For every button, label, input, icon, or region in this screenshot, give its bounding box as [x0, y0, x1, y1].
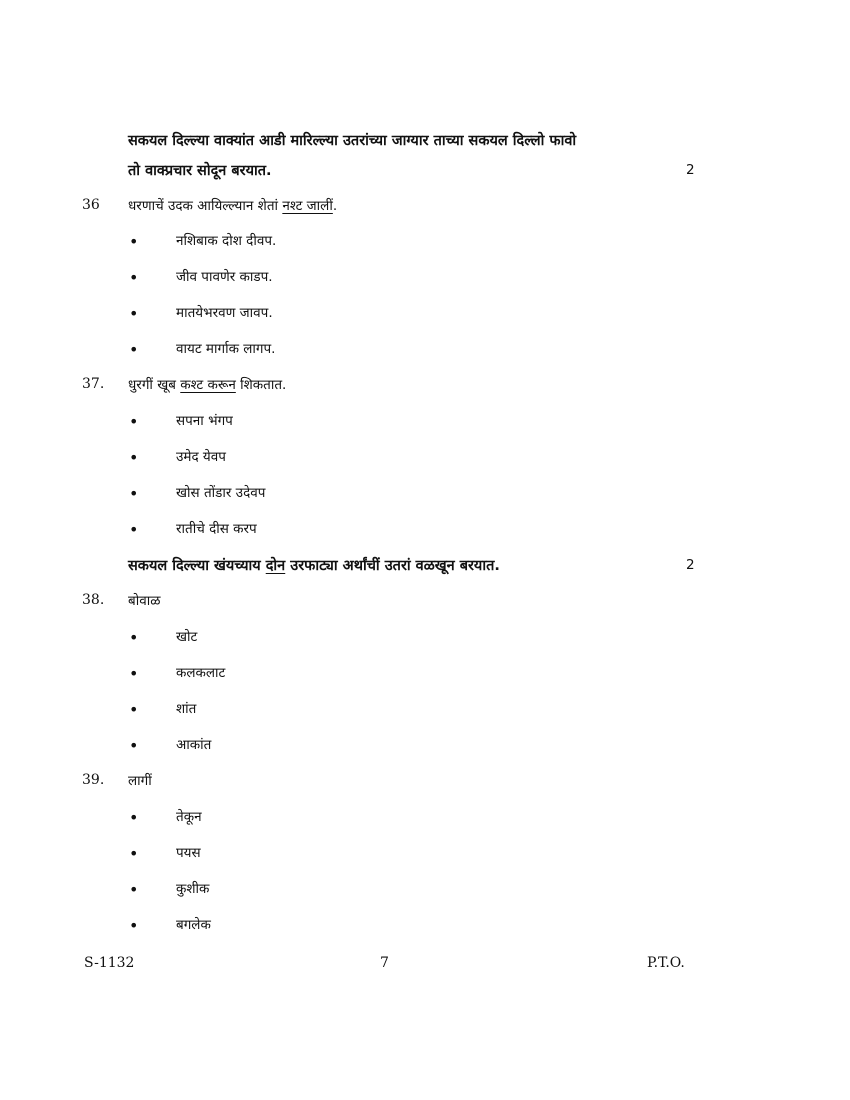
bullet-icon: • [129, 268, 139, 287]
bullet-icon: • [129, 664, 139, 683]
q36-option-4: वायट मार्गाक लागप. [176, 341, 276, 357]
bullet-icon: • [129, 808, 139, 827]
q38-number: 38. [82, 592, 105, 608]
section2-marks: 2 [686, 557, 695, 573]
q37-number: 37. [82, 376, 105, 392]
q36-question-pre: धरणाचें उदक आयिल्ल्यान शेतां [128, 198, 279, 214]
bullet-icon: • [129, 916, 139, 935]
q37-option-3: खोस तोंडार उदेवप [176, 485, 266, 501]
section1-instruction-line1: सकयल दिल्ल्या वाक्यांत आडी मारिल्ल्या उतरांच्या जाग्यार ताच्या सकयल दिल्लो फावो [128, 133, 577, 149]
q36-question-post: . [332, 198, 338, 214]
section2-instruction-post: उरफाट्या अर्थांचीं उतरां वळखून बरयात. [290, 558, 500, 574]
q36-question [128, 196, 337, 214]
q37-option-1: सपना भंगप [176, 413, 233, 429]
section2-instruction-pre: सकयल दिल्ल्या खंयच्याय [128, 558, 261, 574]
q36-option-2: जीव पावणेर काडप. [176, 269, 273, 285]
bullet-icon: • [129, 340, 139, 359]
bullet-icon: • [129, 448, 139, 467]
bullet-icon: • [129, 304, 139, 323]
pto-label: P.T.O. [647, 955, 685, 971]
q36-underlined-phrase: नश्ट जालीं [282, 198, 333, 214]
q39-option-1: तेकून [176, 809, 202, 825]
q36-option-3: मातयेभरवण जावप. [176, 305, 273, 321]
q38-option-1: खोट [176, 629, 198, 645]
q37-underlined-phrase: कश्ट करून [180, 377, 236, 393]
bullet-icon: • [129, 700, 139, 719]
q39-option-2: पयस [176, 845, 201, 861]
bullet-icon: • [129, 844, 139, 863]
q36-option-1: नशिबाक दोश दीवप. [176, 233, 277, 249]
q37-question-post: शिकतात. [240, 377, 287, 393]
bullet-icon: • [129, 412, 139, 431]
q38-option-4: आकांत [176, 737, 212, 753]
section1-instruction-line2: तो वाक्प्रचार सोदून बरयात. [128, 163, 272, 179]
paper-code: S-1132 [84, 955, 135, 971]
bullet-icon: • [129, 736, 139, 755]
q38-option-3: शांत [176, 701, 197, 717]
q39-number: 39. [82, 772, 105, 788]
q39-option-4: बगलेक [176, 917, 211, 933]
bullet-icon: • [129, 880, 139, 899]
section1-marks: 2 [686, 162, 695, 178]
bullet-icon: • [129, 520, 139, 539]
q38-word: बोवाळ [128, 593, 161, 609]
q39-word: लागीं [128, 773, 152, 789]
bullet-icon: • [129, 484, 139, 503]
bullet-icon: • [129, 232, 139, 251]
q36-number: 36 [82, 197, 100, 213]
section2-instruction [128, 555, 500, 575]
q39-option-3: कुशीक [176, 881, 210, 897]
page-number: 7 [380, 955, 389, 971]
q37-question [128, 375, 286, 393]
q37-question-pre: धुरगीं खूब [128, 377, 176, 393]
q37-option-4: रातीचे दीस करप [176, 521, 257, 537]
q37-option-2: उमेद येवप [176, 449, 226, 465]
q38-option-2: कलकलाट [176, 665, 226, 681]
bullet-icon: • [129, 628, 139, 647]
section2-underlined-word: दोन [265, 558, 286, 574]
